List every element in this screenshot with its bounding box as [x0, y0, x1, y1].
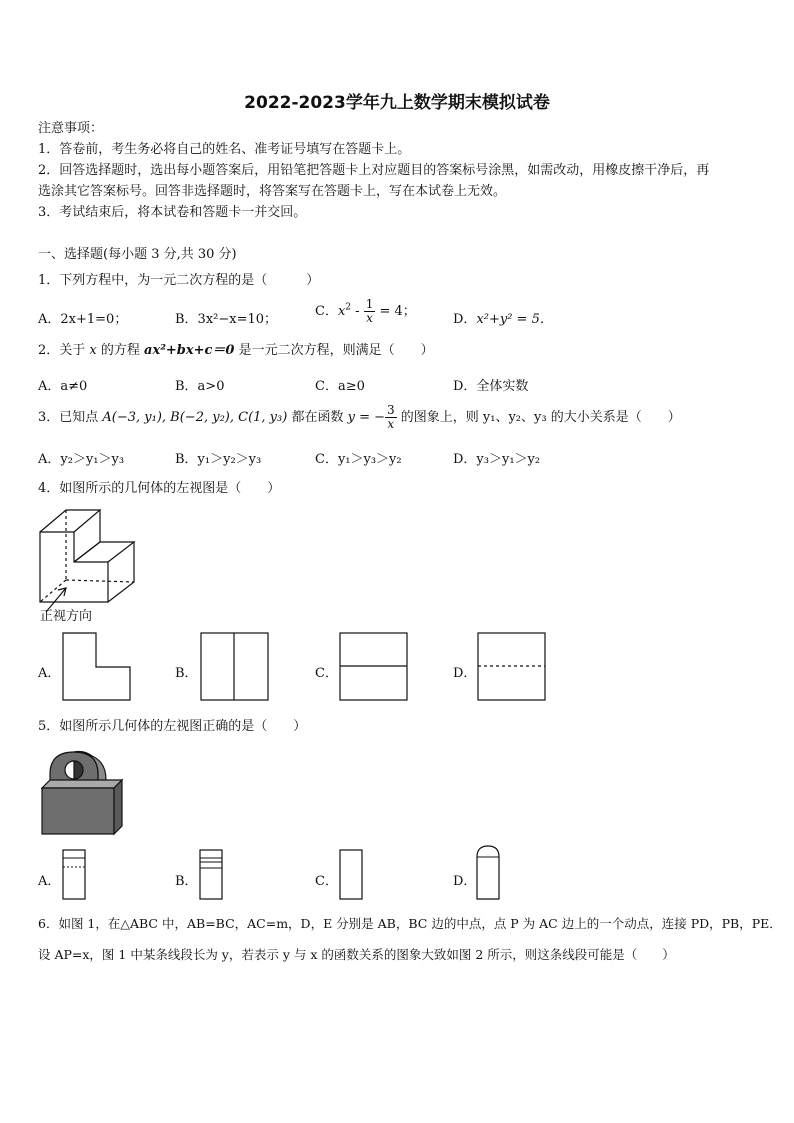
q5-option-a-figure[interactable] [62, 849, 87, 901]
q2-stem: 2．关于 x 的方程 ax²+bx+c＝0 是一元二次方程，则满足（ ） [38, 343, 434, 358]
q1-option-d-label: D． [453, 312, 477, 327]
q1-option-c-label: C． [315, 304, 338, 319]
q6-line-2: 设 AP=x，图 1 中某条线段长为 y，若表示 y 与 x 的函数关系的图象大致如图 2 所示，则这条线段可能是（ ） [38, 947, 675, 962]
q5-option-c-figure[interactable] [339, 849, 364, 901]
q4-option-a-figure[interactable] [62, 632, 132, 702]
page-title: 2022-2023学年九上数学期末模拟试卷 [244, 93, 550, 113]
q3-option-c[interactable]: C．y₁＞y₃＞y₂ [315, 452, 402, 467]
notice-item-2: 2．回答选择题时，选出每小题答案后，用铅笔把答题卡上对应题目的答案标号涂黑，如需改动，用橡皮擦干净后，再 [38, 163, 710, 178]
notice-item-3: 3．考试结束后，将本试卷和答题卡一并交回。 [38, 205, 307, 220]
q1-option-d[interactable] [453, 308, 553, 327]
q5-option-a-label[interactable]: A． [38, 874, 61, 889]
q4-solid-figure [36, 508, 146, 613]
q4-caption: 正视方向 [40, 609, 93, 624]
q5-option-d-figure[interactable] [476, 845, 501, 901]
q4-option-b-figure[interactable] [200, 632, 270, 702]
q1-option-c-fraction: $\frac{1}{x}$ [365, 297, 374, 325]
q6-line-1: 6．如图 1，在△ABC 中，AB=BC，AC=m，D，E 分别是 AB，BC 边的中点，点 P 为 AC 边上的一个动点，连接 PD，PB，PE． [38, 916, 782, 931]
q4-option-d-figure[interactable] [477, 632, 547, 702]
q5-option-c-label[interactable]: C． [315, 874, 338, 889]
q2-option-d[interactable]: D．全体实数 [453, 379, 529, 394]
notice-heading: 注意事项： [38, 121, 104, 136]
q4-option-d-label[interactable]: D． [453, 666, 477, 681]
q5-option-b-figure[interactable] [199, 849, 224, 901]
q1-option-a[interactable]: A．2x+1=0； [38, 312, 128, 327]
q1-stem: 1．下列方程中，为一元二次方程的是（ ） [38, 273, 320, 288]
q2-option-b[interactable]: B．a>0 [175, 379, 225, 394]
q3-option-b[interactable]: B．y₁＞y₂＞y₃ [175, 452, 262, 467]
q5-stem: 5．如图所示几何体的左视图正确的是（ ） [38, 719, 307, 734]
q5-option-d-label[interactable]: D． [453, 874, 477, 889]
q4-option-a-label[interactable]: A． [38, 666, 61, 681]
notice-item-1: 1．答卷前，考生务必将自己的姓名、准考证号填写在答题卡上。 [38, 142, 411, 157]
q3-option-a[interactable]: A．y₂＞y₁＞y₃ [38, 452, 125, 467]
q1-option-c-tail: = 4； [379, 304, 416, 319]
q4-option-b-label[interactable]: B． [175, 666, 198, 681]
q3-stem: 3．已知点 A(−3, y₁), B(−2, y₂), C(1, y₃) 都在函数 y = − $\frac{3}{x}$ 的图象上，则 y₁、y₂、y₃ 的大小关系是（ ） [38, 403, 681, 431]
q2-option-a[interactable]: A．a≠0 [38, 379, 88, 394]
q5-solid-figure [40, 748, 125, 838]
q1-option-c[interactable]: C．$x^2$ - $\frac{1}{x}$ = 4； [315, 297, 416, 325]
q5-option-b-label[interactable]: B． [175, 874, 198, 889]
q3-points: A(−3, y₁), B(−2, y₂), C(1, y₃) [102, 410, 288, 425]
q4-option-c-figure[interactable] [339, 632, 409, 702]
section-heading: 一、选择题(每小题 3 分,共 30 分) [38, 247, 237, 262]
q4-stem: 4．如图所示的几何体的左视图是（ ） [38, 481, 281, 496]
notice-item-2-cont: 选涂其它答案标号。回答非选择题时，将答案写在答题卡上，写在本试卷上无效。 [38, 184, 507, 199]
q1-option-d-expr: x²+y² = 5． [476, 312, 553, 327]
q3-fraction: $\frac{3}{x}$ [387, 403, 395, 431]
q1-option-b[interactable]: B．3x²−x=10； [175, 312, 278, 327]
q2-option-c[interactable]: C．a≥0 [315, 379, 365, 394]
q3-option-d[interactable]: D．y₃＞y₁＞y₂ [453, 452, 541, 467]
q4-option-c-label[interactable]: C． [315, 666, 338, 681]
